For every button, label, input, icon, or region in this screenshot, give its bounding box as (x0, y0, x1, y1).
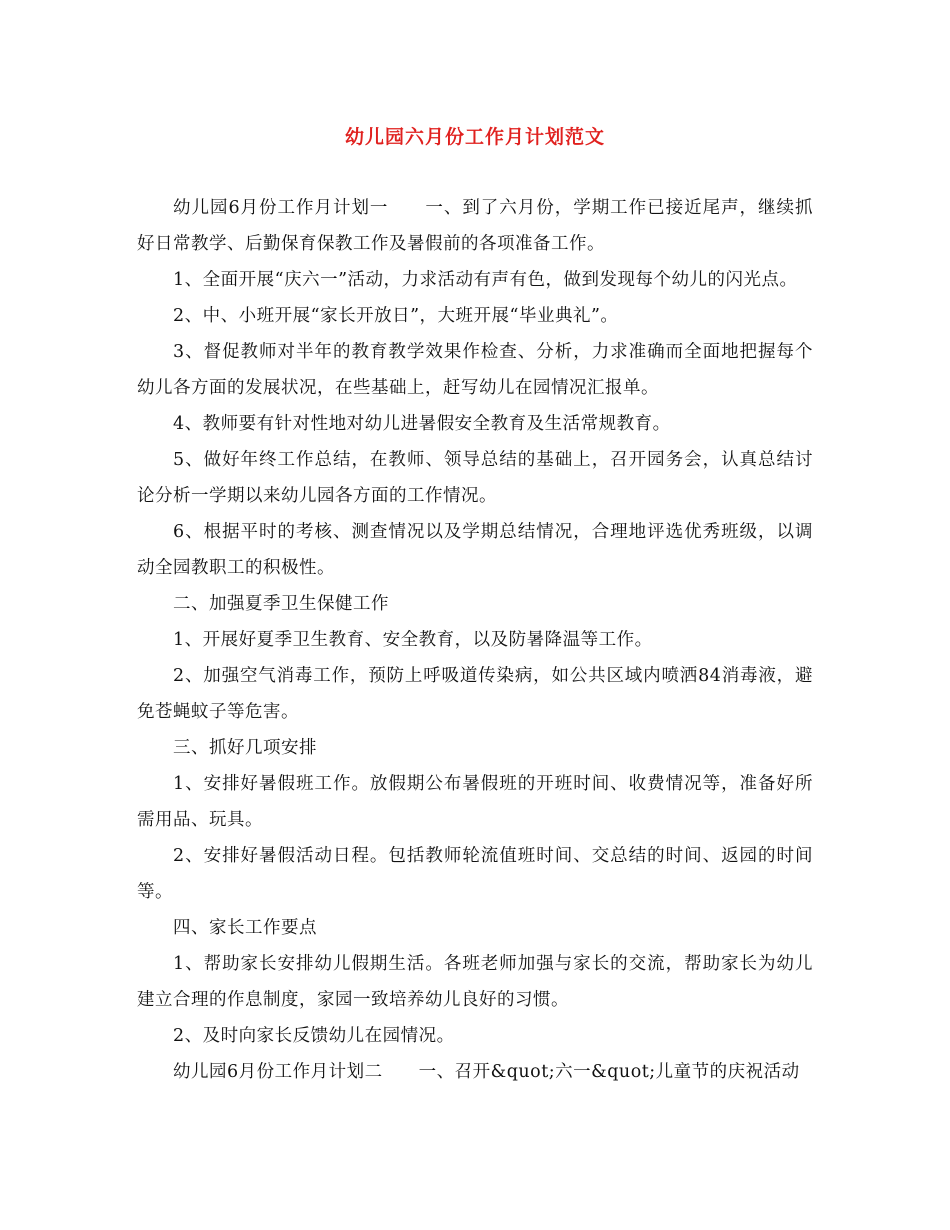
section-heading: 三、抓好几项安排 (173, 738, 317, 758)
paragraph: 3、督促教师对半年的教育教学效果作检查、分析，力求准确而全面地把握每个幼儿各方面的发展状况，在些基础上，赶写幼儿在园情况汇报单。 (137, 342, 813, 398)
document-body (137, 190, 813, 1090)
document-title: 幼儿园六月份工作月计划范文 (344, 126, 605, 148)
paragraph: 2、加强空气消毒工作，预防上呼吸道传染病，如公共区域内喷洒84消毒液，避免苍蝇蚊子等危害。 (137, 666, 813, 722)
paragraph: 幼儿园6月份工作月计划一 一、到了六月份，学期工作已接近尾声，继续抓好日常教学、后勤保育保教工作及暑假前的各项准备工作。 (137, 198, 813, 254)
paragraph: 6、根据平时的考核、测查情况以及学期总结情况，合理地评选优秀班级，以调动全园教职工的积极性。 (137, 522, 813, 578)
section-heading: 二、加强夏季卫生保健工作 (173, 594, 389, 614)
section-heading: 四、家长工作要点 (173, 918, 317, 938)
paragraph: 5、做好年终工作总结，在教师、领导总结的基础上，召开园务会，认真总结讨论分析一学期以来幼儿园各方面的工作情况。 (137, 450, 813, 506)
paragraph: 4、教师要有针对性地对幼儿进暑假安全教育及生活常规教育。 (173, 414, 671, 434)
paragraph: 2、及时向家长反馈幼儿在园情况。 (173, 1026, 455, 1046)
paragraph: 1、安排好暑假班工作。放假期公布暑假班的开班时间、收费情况等，准备好所需用品、玩具。 (137, 774, 813, 830)
paragraph: 2、安排好暑假活动日程。包括教师轮流值班时间、交总结的时间、返园的时间等。 (137, 846, 813, 902)
paragraph: 1、帮助家长安排幼儿假期生活。各班老师加强与家长的交流，帮助家长为幼儿建立合理的作息制度，家园一致培养幼儿良好的习惯。 (137, 954, 813, 1010)
paragraph: 幼儿园6月份工作月计划二 一、召开&quot;六一&quot;儿童节的庆祝活动 (173, 1062, 800, 1082)
paragraph: 1、开展好夏季卫生教育、安全教育，以及防暑降温等工作。 (173, 630, 653, 650)
paragraph: 1、全面开展“庆六一”活动，力求活动有声有色，做到发现每个幼儿的闪光点。 (173, 270, 798, 290)
paragraph: 2、中、小班开展“家长开放日”，大班开展“毕业典礼”。 (173, 306, 619, 326)
